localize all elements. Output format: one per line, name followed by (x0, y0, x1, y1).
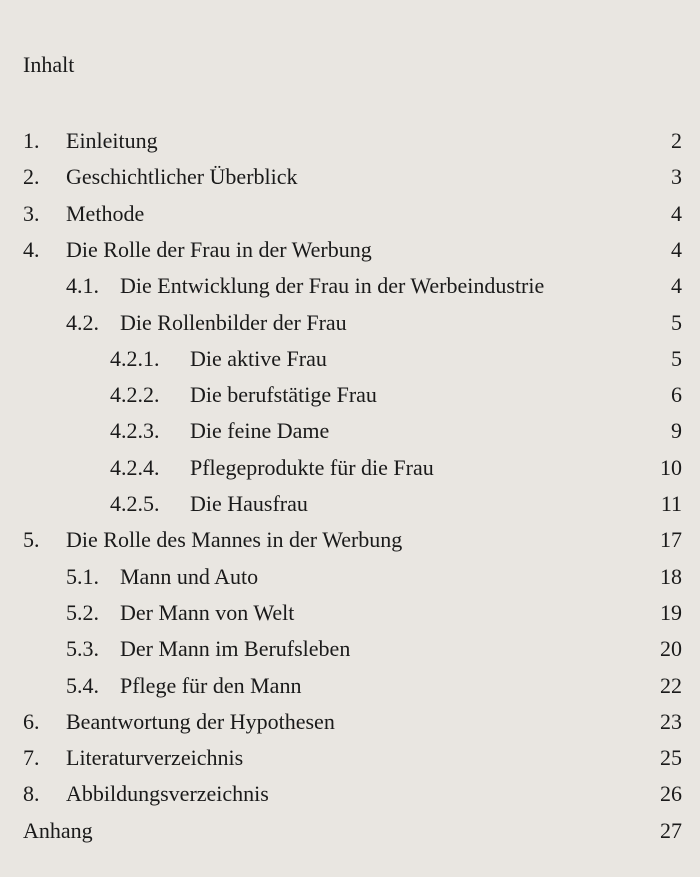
toc-entry (0, 232, 700, 268)
toc-entry-page: 18 (660, 563, 682, 589)
toc-entry-label: Die Rolle des Mannes in der Werbung (66, 527, 403, 553)
toc-entry (0, 196, 700, 232)
toc-title: Inhalt (23, 52, 75, 77)
toc-entry-number: 6. (23, 708, 40, 734)
toc-entry-label: Die Rolle der Frau in der Werbung (66, 236, 372, 262)
toc-entry-page: 3 (671, 164, 682, 190)
toc-entry-label: Anhang (23, 817, 93, 843)
toc-entry (0, 595, 700, 631)
toc-entry-number: 4.2.4. (110, 454, 160, 480)
toc-entry-page: 4 (671, 273, 682, 299)
toc-entry-label: Die Rollenbilder der Frau (120, 309, 347, 335)
toc-entry-page: 22 (660, 672, 682, 698)
toc-entry (0, 123, 700, 159)
toc-entry (0, 159, 700, 195)
toc-entry-page: 2 (671, 128, 682, 153)
toc-entry-number: 4.2.3. (110, 418, 160, 444)
toc-entry-label: Literaturverzeichnis (66, 745, 244, 771)
toc-entry-page: 11 (660, 491, 682, 516)
toc-entry-number: 5.2. (66, 599, 99, 625)
toc-entry (0, 776, 700, 812)
toc-entry-page: 17 (660, 527, 682, 553)
toc-entry-page: 10 (660, 454, 682, 480)
toc-entry-label: Beantwortung der Hypothesen (66, 708, 335, 734)
toc-entry-page: 6 (671, 382, 682, 408)
toc-entry-page: 20 (660, 636, 682, 662)
toc-entry-number: 5.3. (66, 636, 99, 662)
toc-entry (0, 486, 700, 522)
toc-entry-number: 1. (23, 128, 40, 153)
toc-entry (0, 341, 700, 377)
toc-entry-label: Einleitung (66, 128, 158, 153)
toc-entry-page: 5 (671, 309, 682, 335)
toc-entry-label: Die aktive Frau (190, 345, 327, 371)
toc-entry (0, 559, 700, 595)
toc-entry-page: 27 (660, 817, 682, 843)
toc-entry-label: Die Entwicklung der Frau in der Werbeindustrie (120, 273, 545, 299)
toc-entry-number: 2. (23, 164, 40, 190)
toc-entry-number: 4.2.1. (110, 345, 160, 371)
toc-entry-page: 5 (671, 345, 682, 371)
toc-entry-label: Pflegeprodukte für die Frau (190, 454, 434, 480)
toc-entry-number: 4.2.5. (110, 491, 160, 516)
toc-entry-number: 8. (23, 781, 40, 807)
toc-entry-label: Die feine Dame (190, 418, 330, 444)
toc-entry-page: 4 (671, 236, 682, 262)
toc-entry-number: 4.1. (66, 273, 99, 299)
toc-entry (0, 740, 700, 776)
toc-entry-number: 5. (23, 527, 40, 553)
toc-entry (0, 668, 700, 704)
toc-entry (0, 813, 700, 849)
toc-entry-label: Mann und Auto (120, 563, 259, 589)
toc-entry (0, 704, 700, 740)
toc-entry-label: Der Mann von Welt (120, 599, 295, 625)
toc-entry-number: 4.2.2. (110, 382, 160, 408)
toc-entry-label: Geschichtlicher Überblick (66, 164, 298, 190)
toc-entry-page: 19 (660, 599, 682, 625)
toc-entry-number: 7. (23, 745, 40, 771)
toc-entry-page: 23 (660, 708, 682, 734)
toc-entry-page: 4 (671, 200, 682, 226)
toc-entry (0, 450, 700, 486)
toc-entry-label: Methode (66, 200, 145, 226)
toc-entry (0, 268, 700, 304)
toc-entry-label: Pflege für den Mann (120, 672, 302, 698)
toc-entry-page: 9 (671, 418, 682, 444)
toc-entry-label: Die berufstätige Frau (190, 382, 377, 408)
toc-entry (0, 413, 700, 449)
toc-entry-number: 5.4. (66, 672, 99, 698)
toc-entry (0, 377, 700, 413)
toc-entry (0, 631, 700, 667)
toc-entry-number: 5.1. (66, 563, 99, 589)
toc-entry-page: 25 (660, 745, 682, 771)
toc-entry-number: 4. (23, 236, 40, 262)
toc-entry-label: Abbildungsverzeichnis (66, 781, 269, 807)
toc-entry (0, 305, 700, 341)
toc-entry-label: Die Hausfrau (190, 491, 308, 516)
toc-entry-number: 4.2. (66, 309, 99, 335)
toc-entry (0, 522, 700, 558)
toc-entry-number: 3. (23, 200, 40, 226)
toc-entry-page: 26 (660, 781, 682, 807)
toc-entry-label: Der Mann im Berufsleben (120, 636, 351, 662)
